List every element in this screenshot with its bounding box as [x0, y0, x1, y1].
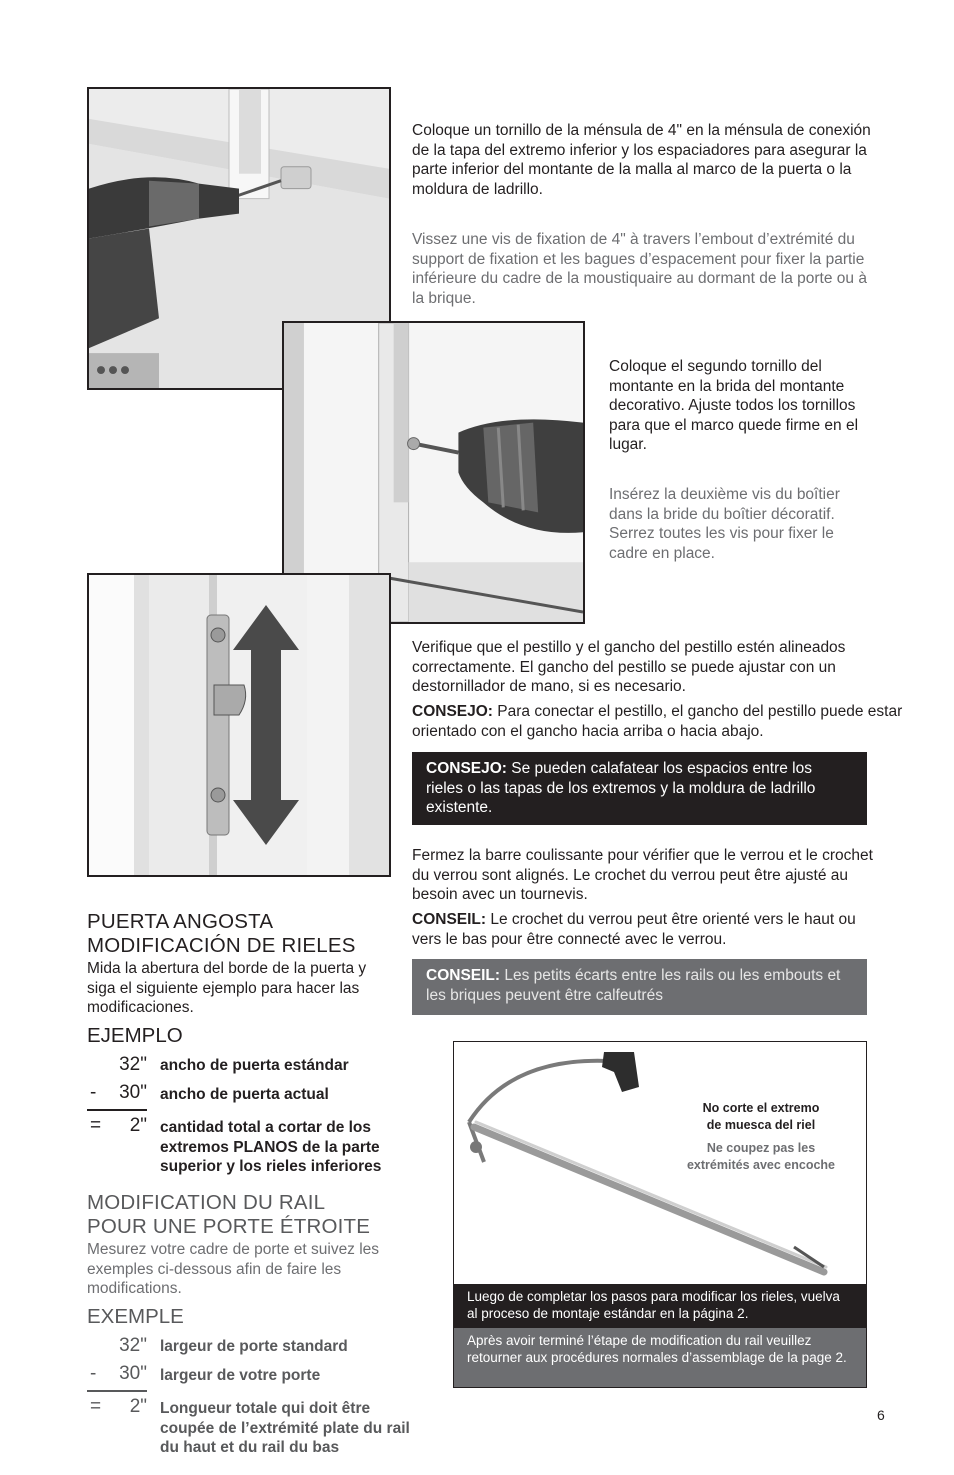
tip-label: CONSEJO: — [426, 760, 507, 777]
tip-label: CONSEIL: — [412, 911, 487, 928]
calc-cut-label-fr: Longueur totale qui doit être coupée de l’extrémité plate du rail du haut et du rail du bas — [160, 1400, 410, 1456]
narrow-door-title-fr — [87, 1191, 370, 1239]
caulk-tip-box-es — [412, 752, 867, 825]
calc-standard-label-es: ancho de puerta estándar — [160, 1057, 349, 1074]
calc-divider-es — [87, 1109, 147, 1111]
note-line: de muesca del riel — [706, 1117, 816, 1132]
step1-text-fr: Vissez une vis de fixation de 4" à travers l’embout d’extrémité du support de fixation et les bagues d’espacement pour fixer la partie inférieure du cadre de la moustiquaire au dormant de la porte ou à la brique. — [412, 231, 867, 307]
calc-divider-fr — [87, 1390, 147, 1392]
narrow-door-intro-fr: Mesurez votre cadre de porte et suivez les exemples ci-dessous afin de faire les modifications. — [87, 1241, 380, 1297]
saw-note-fr — [661, 1140, 861, 1173]
calc-cut-label-es: cantidad total a cortar de los extremos PLANOS de la parte superior y los rieles inferiores — [160, 1119, 382, 1175]
photo-latch-hook — [87, 573, 391, 877]
page-number: 6 — [877, 1407, 885, 1423]
calc-actual-width-fr: 30" — [119, 1363, 147, 1384]
tip-label: CONSEIL: — [426, 967, 501, 984]
calc-actual-label-es: ancho de puerta actual — [160, 1086, 329, 1103]
calc-standard-width-es: 32" — [119, 1054, 147, 1075]
step3-text-fr: Fermez la barre coulissante pour vérifier que le verrou et le crochet du verrou sont alignés. Le crochet du verrou peut être ajusté au besoin avec un tournevis. — [412, 847, 873, 903]
step3-text-es: Verifique que el pestillo y el gancho del pestillo estén alineados correctamente. El gancho del pestillo se puede ajustar con un destornillador de mano, si es necesario. — [412, 639, 846, 695]
calc-equals-es: = — [90, 1115, 102, 1136]
title-line: MODIFICATION DU RAIL — [87, 1191, 326, 1214]
title-line: MODIFICACIÓN DE RIELES — [87, 934, 356, 957]
return-to-assembly-es: Luego de completar los pasos para modificar los rieles, vuelva al proceso de montaje estándar en la página 2. — [454, 1284, 866, 1328]
saw-note-es — [661, 1100, 861, 1133]
step3-tip-es — [412, 702, 922, 741]
step3-tip-fr — [412, 910, 872, 949]
calc-minus-es: - — [90, 1082, 97, 1103]
tip-text: Le crochet du verrou peut être orienté vers le haut ou vers le bas pour être connecté avec le verrou. — [412, 911, 856, 948]
caulk-tip-box-fr — [412, 959, 867, 1015]
return-to-assembly-fr: Après avoir terminé l’étape de modification du rail veuillez retourner aux procédures normales d’assemblage de la page 2. — [454, 1328, 866, 1388]
calc-actual-width-es: 30" — [119, 1082, 147, 1103]
calc-standard-label-fr: largeur de porte standard — [160, 1338, 348, 1355]
title-line: POUR UNE PORTE ÉTROITE — [87, 1215, 371, 1238]
note-line: Ne coupez pas les — [706, 1141, 816, 1155]
step2-text-es: Coloque el segundo tornillo del montante en la brida del montante decorativo. Ajuste todos los tornillos para que el marco quede firme en el lugar. — [609, 358, 859, 453]
step2-text-fr: Insérez la deuxième vis du boîtier dans la bride du boîtier décoratif. Serrez toutes les vis pour fixer le cadre en place. — [609, 486, 840, 562]
tip-text: Se pueden calafatear los espacios entre los rieles o las tapas de los extremos y la moldura de ladrillo existente. — [426, 760, 816, 816]
calc-standard-width-fr: 32" — [119, 1335, 147, 1356]
calc-cut-amount-es: 2" — [129, 1115, 147, 1136]
tip-text: Les petits écarts entre les rails ou les embouts et les briques peuvent être calfeutrés — [426, 967, 841, 1004]
note-line: extrémités avec encoche — [686, 1157, 835, 1172]
tip-label: CONSEJO: — [412, 703, 493, 720]
calc-actual-label-fr: largeur de votre porte — [160, 1367, 321, 1384]
narrow-door-title-es — [87, 910, 356, 958]
example-title-es: EJEMPLO — [87, 1024, 183, 1047]
title-line: PUERTA ANGOSTA — [87, 910, 274, 933]
step1-text-es: Coloque un tornillo de la ménsula de 4" en la ménsula de conexión de la tapa del extremo inferior y los espaciadores para asegurar la parte inferior del montante de la malla al marco de la puerta o la moldura de ladrillo. — [412, 122, 871, 198]
note-line: No corte el extremo — [702, 1101, 820, 1115]
saw-figure — [453, 1041, 867, 1388]
example-title-fr: EXEMPLE — [87, 1305, 184, 1328]
calc-cut-amount-fr: 2" — [129, 1396, 147, 1417]
calc-minus-fr: - — [90, 1363, 97, 1384]
calc-equals-fr: = — [90, 1396, 102, 1417]
double-arrow-icon — [89, 575, 389, 875]
narrow-door-intro-es: Mida la abertura del borde de la puerta y siga el siguiente ejemplo para hacer las modificaciones. — [87, 960, 367, 1016]
tip-text: Para conectar el pestillo, el gancho del pestillo puede estar orientado con el gancho hacia arriba o hacia abajo. — [412, 703, 903, 740]
